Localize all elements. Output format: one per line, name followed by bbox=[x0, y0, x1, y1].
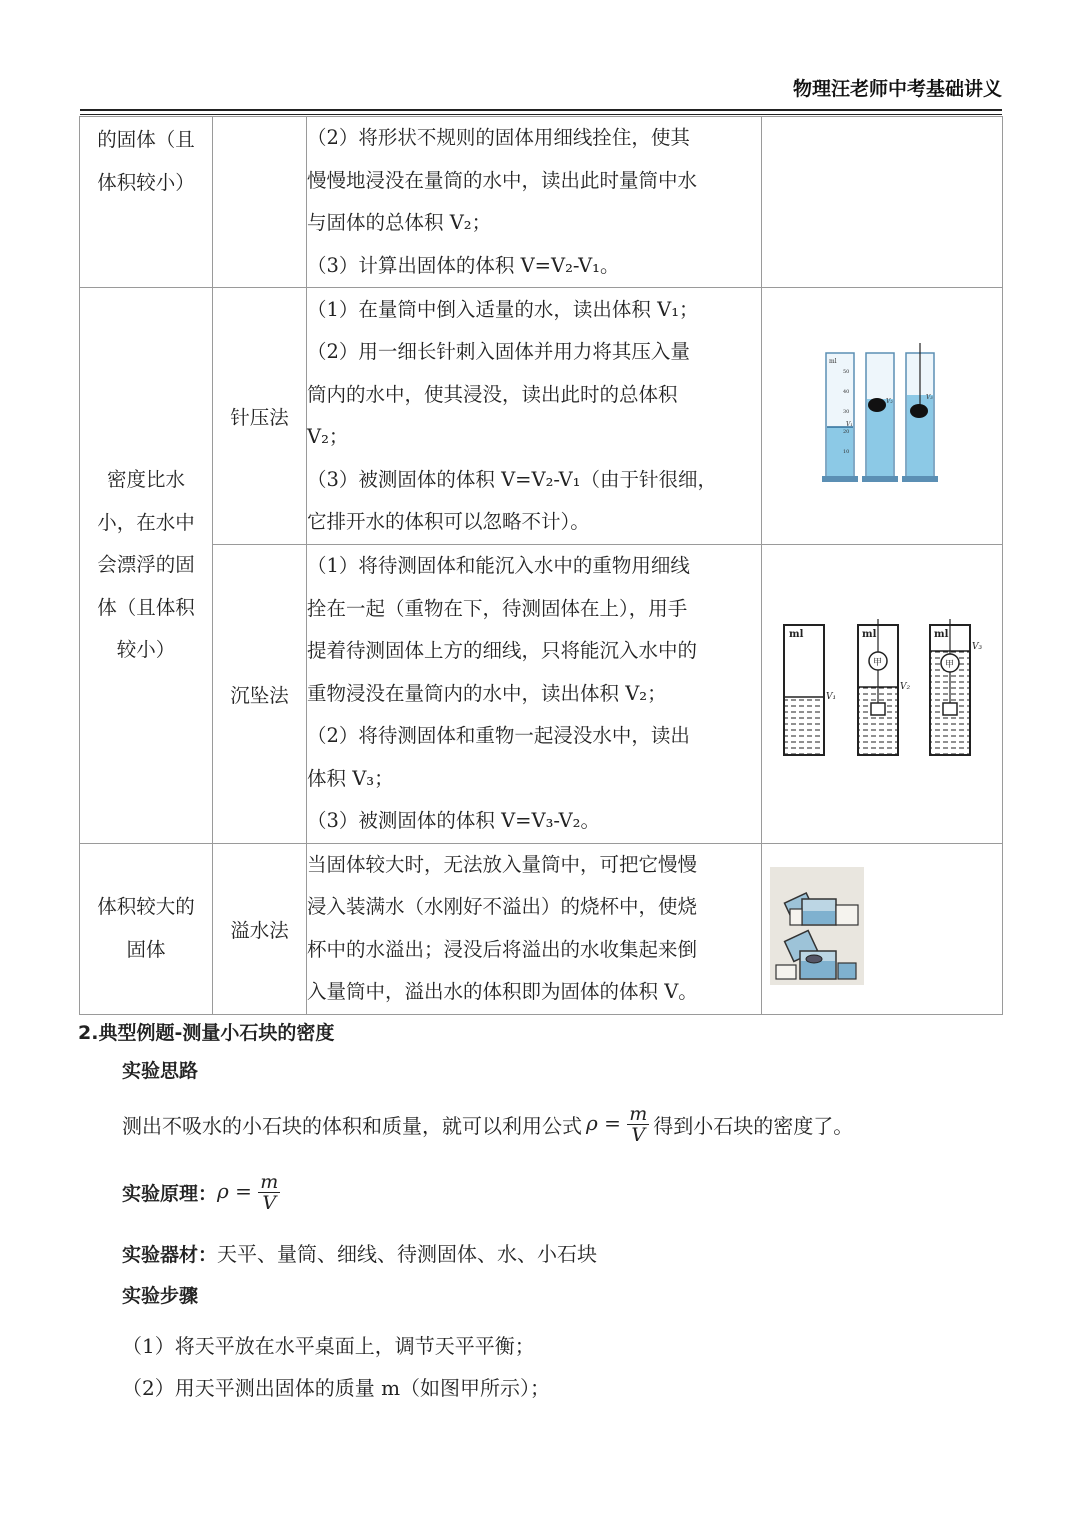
tick-label: 50 bbox=[843, 368, 850, 375]
table-row bbox=[80, 545, 1003, 844]
object-cell: 体积较大的 固体 bbox=[80, 843, 213, 1014]
step-2: （2）用天平测出固体的质量 m（如图甲所示）； bbox=[122, 1376, 551, 1400]
cylinder-1 bbox=[822, 353, 858, 482]
header-rule bbox=[80, 109, 1002, 111]
section-title: 2.典型例题-测量小石块的密度 bbox=[78, 1022, 335, 1044]
cylinder-2 bbox=[862, 353, 898, 482]
figure-cell bbox=[762, 545, 1003, 844]
volume-label: V₃ bbox=[972, 641, 982, 652]
unit-label: ml bbox=[829, 357, 837, 365]
density-formula: ρ = $\frac{m}{V}$ bbox=[586, 1103, 648, 1146]
table-row bbox=[80, 117, 1003, 288]
volume-label: V₁ bbox=[826, 691, 837, 702]
principle-line: 实验原理： ρ = $\frac{m}{V}$ bbox=[122, 1171, 279, 1214]
tick-label: 10 bbox=[843, 448, 850, 455]
equipment-line: 实验器材：天平、量筒、细线、待测固体、水、小石块 bbox=[122, 1242, 598, 1266]
sinker-cylinders-figure bbox=[782, 619, 982, 764]
idea-title: 实验思路 bbox=[122, 1060, 199, 1082]
svg-text:甲: 甲 bbox=[945, 659, 955, 670]
tick-label: 20 bbox=[843, 428, 850, 435]
sinker-cylinder-3 bbox=[930, 619, 982, 755]
table-row bbox=[80, 843, 1003, 1014]
page-header: 物理汪老师中考基础讲义 bbox=[792, 78, 1002, 100]
header-rule-thin bbox=[80, 114, 1002, 115]
svg-text:ml: ml bbox=[934, 628, 949, 640]
object-cell: 密度比水 小，在水中 会漂浮的固 体（且体积 较小） bbox=[80, 288, 213, 844]
volume-label: V₂ bbox=[886, 397, 893, 405]
object-cell: 的固体（且 体积较小） bbox=[80, 117, 213, 288]
unit-label: ml bbox=[789, 628, 804, 640]
method-cell: 沉坠法 bbox=[213, 545, 307, 844]
idea-paragraph: 测出不吸水的小石块的体积和质量，就可以利用公式 ρ = $\frac{m}{V}$ 得到小石块的密度了。 bbox=[122, 1103, 854, 1146]
volume-label: V₁ bbox=[846, 420, 853, 428]
object-label: 甲 bbox=[873, 657, 883, 668]
tick-label: 30 bbox=[843, 408, 850, 415]
method-cell bbox=[213, 117, 307, 288]
principle-formula: ρ = $\frac{m}{V}$ bbox=[217, 1171, 279, 1214]
sinker-cylinder-2 bbox=[858, 619, 910, 755]
steps-cell: （1）在量筒中倒入适量的水，读出体积 V₁； （2）用一细长针刺入固体并用力将其压入量 筒内的水中，使其浸没，读出此时的总体积 V₂； （3）被测固体的体积 V=V₂-V₁（由于针很细， 它排开水的体积可以忽略不计）。 bbox=[307, 288, 762, 545]
table-row bbox=[80, 288, 1003, 545]
method-cell: 溢水法 bbox=[213, 843, 307, 1014]
figure-cell bbox=[762, 288, 1003, 545]
tick-label: 40 bbox=[843, 388, 850, 395]
steps-title: 实验步骤 bbox=[122, 1285, 199, 1307]
overflow-beaker-photo bbox=[770, 867, 864, 985]
figure-cell bbox=[762, 843, 1003, 1014]
steps-cell: 当固体较大时，无法放入量筒中，可把它慢慢 浸入装满水（水刚好不溢出）的烧杯中，使烧 杯中的水溢出；浸没后将溢出的水收集起来倒 入量筒中，溢出水的体积即为固体的体积 V。 bbox=[307, 843, 762, 1014]
steps-cell: （2）将形状不规则的固体用细线拴住，使其 慢慢地浸没在量筒的水中，读出此时量筒中水 与固体的总体积 V₂； （3）计算出固体的体积 V=V₂-V₁。 bbox=[307, 117, 762, 288]
volume-label: V₃ bbox=[926, 393, 933, 401]
method-cell: 针压法 bbox=[213, 288, 307, 545]
cylinder-3 bbox=[902, 343, 938, 482]
steps-cell: （1）将待测固体和能沉入水中的重物用细线 拴在一起（重物在下，待测固体在上），用手 提着待测固体上方的细线，只将能沉入水中的 重物浸没在量筒内的水中，读出体积 V₂； （2）将待测固体和重物一起浸没水中，读出 体积 V₃； （3）被测固体的体积 V=V₃-V₂。 bbox=[307, 545, 762, 844]
figure-cell bbox=[762, 117, 1003, 288]
svg-text:ml: ml bbox=[862, 628, 877, 640]
step-1: （1）将天平放在水平桌面上，调节天平平衡； bbox=[122, 1334, 535, 1358]
measurement-methods-table bbox=[79, 116, 1003, 1015]
volume-label: V₂ bbox=[900, 681, 911, 692]
needle-press-cylinders-figure bbox=[822, 343, 942, 485]
sinker-cylinder-1 bbox=[784, 625, 836, 755]
